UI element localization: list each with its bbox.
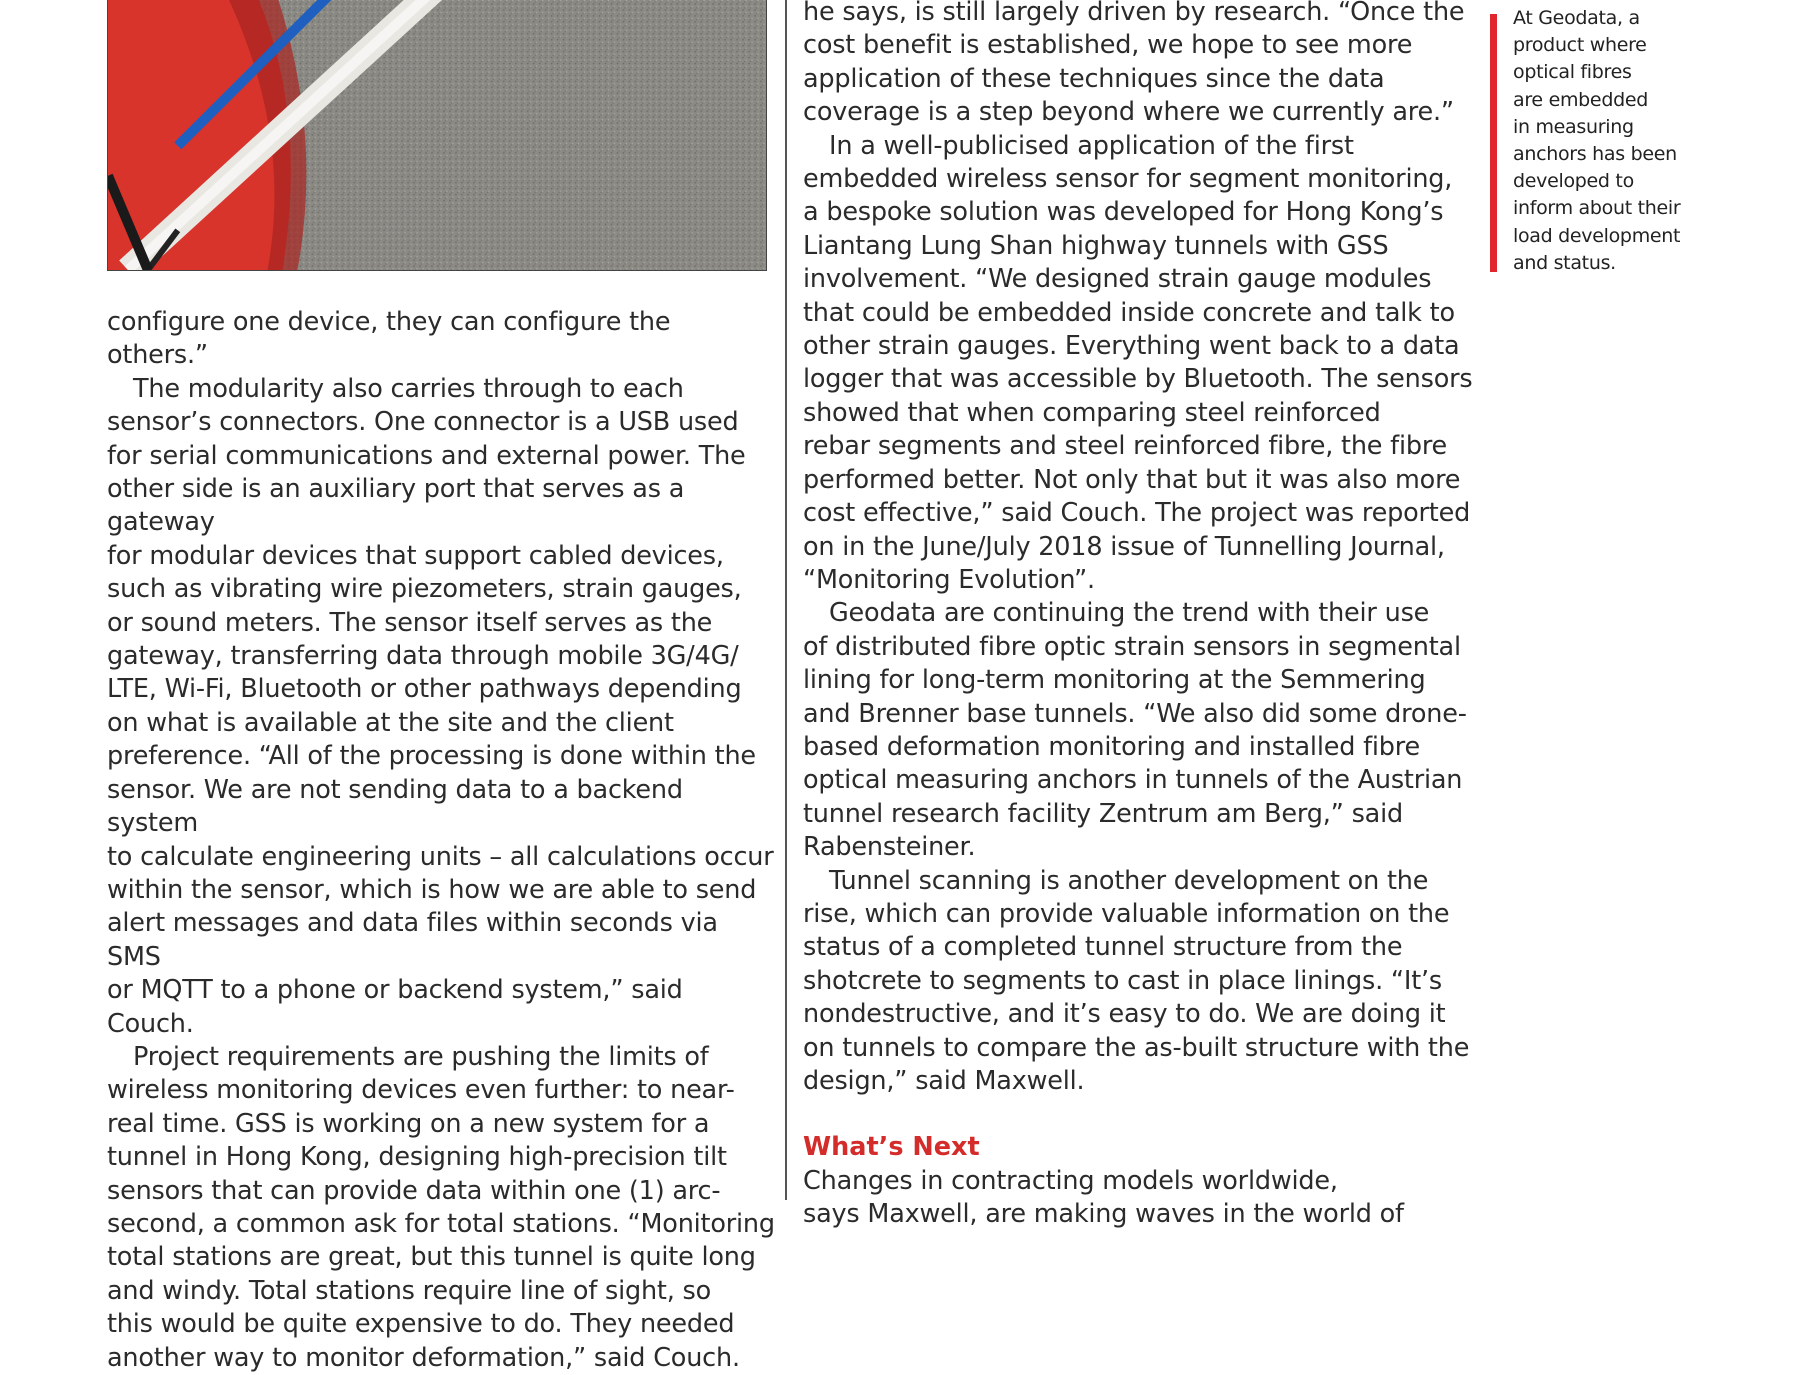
paragraph: configure one device, they can configure the others.” bbox=[107, 307, 671, 371]
paragraph: In a well-publicised application of the first embedded wireless sensor for segment monitoring, a bespoke solution was developed for Hong Kong’s Liantang Lung Shan highway tunnels with GSS involvement. “We designed strain gauge modules that could be embedded inside concrete and talk to other strain gauges. Everything went back to a data logger that was accessible by Bluetooth. The sensors showed that when comparing steel reinforced rebar segments and steel reinforced fibre, the fibre performed better. Not only that but it was also more cost effective,” said Couch. The project was reported on in the June/July 2018 issue of Tunnelling Journal, “Monitoring Evolution”. bbox=[803, 130, 1473, 595]
paragraph: Project requirements are pushing the limits of wireless monitoring devices even further: to near- real time. GSS is working on a new system for a tunnel in Hong Kong, designing high-precision tilt sensors that can provide data within one (1) arc- second, a common ask for total stations. “Monitoring total stations are great, but this tunnel is quite long and windy. Total stations require line of sight, so this would be quite expensive to do. They needed another way to monitor deformation,” said Couch. bbox=[107, 1041, 775, 1373]
paragraph: he says, is still largely driven by research. “Once the cost benefit is established, we hope to see more application of these techniques since the data coverage is a step beyond where we currently are.” bbox=[803, 0, 1465, 128]
left-column bbox=[107, 306, 777, 1375]
article-photo bbox=[107, 0, 767, 271]
caption-accent-bar bbox=[1490, 14, 1497, 272]
paragraph: Tunnel scanning is another development on the rise, which can provide valuable information on the status of a completed tunnel structure from the shotcrete to segments to cast in place linings. “It’s nondestructive, and it’s easy to do. We are doing it on tunnels to compare the as-built structure with the design,” said Maxwell. bbox=[803, 865, 1470, 1096]
paragraph: Geodata are continuing the trend with their use of distributed fibre optic strain sensors in segmental lining for long-term monitoring at the Semmering and Brenner base tunnels. “We also did some drone- based deformation monitoring and installed fibre optical measuring anchors in tunnels of the Austrian tunnel research facility Zentrum am Berg,” said Rabensteiner. bbox=[803, 598, 1467, 863]
column-divider bbox=[785, 0, 787, 1200]
section-heading: What’s Next bbox=[803, 1132, 980, 1163]
photo-caption: At Geodata, a product where optical fibres are embedded in measuring anchors has been developed to inform about their load development and status. bbox=[1513, 7, 1681, 274]
paragraph: Changes in contracting models worldwide, says Maxwell, are making waves in the world of bbox=[803, 1165, 1404, 1230]
middle-column bbox=[803, 0, 1478, 1232]
paragraph: The modularity also carries through to each sensor’s connectors. One connector is a USB used for serial communications and external power. The other side is an auxiliary port that serves as a gateway for modular devices that support cabled devices, such as vibrating wire piezometers, strain gauges, or sound meters. The sensor itself serves as the gateway, transferring data through mobile 3G/4G/ LTE, Wi-Fi, Bluetooth or other pathways depending on what is available at the site and the client preference. “All of the processing is done within the sensor. We are not sending data to a backend system to calculate engineering units – all calculations occur within the sensor, which is how we are able to send alert messages and data files within seconds via SMS or MQTT to a phone or backend system,” said Couch. bbox=[107, 373, 774, 1039]
photo-illustration bbox=[108, 0, 766, 270]
